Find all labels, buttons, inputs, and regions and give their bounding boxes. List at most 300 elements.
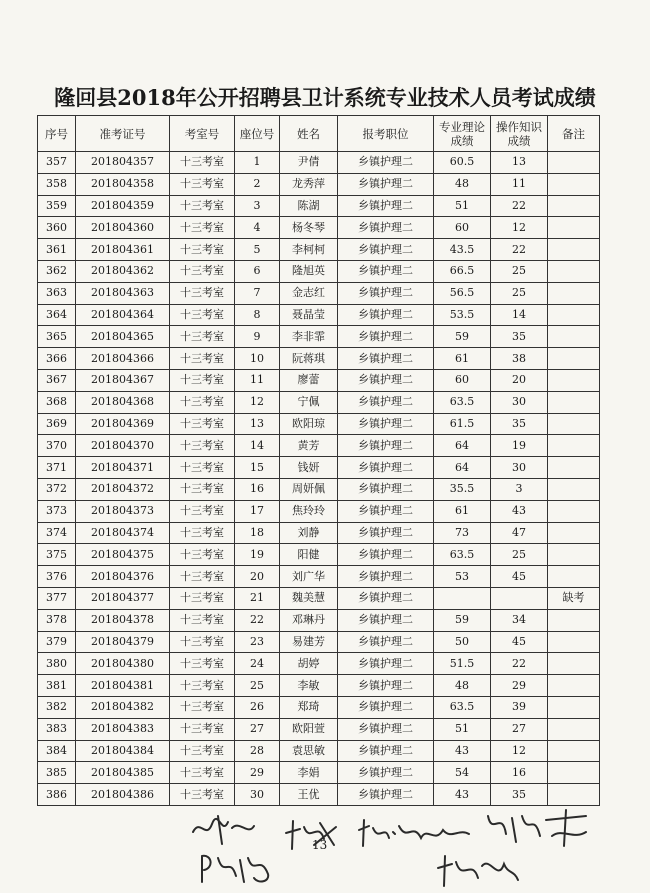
name-cell: 阮蒋琪: [280, 348, 338, 370]
practice-score-cell: 22: [491, 195, 548, 217]
exam-id-cell: 201804363: [76, 282, 170, 304]
exam-id-cell: 201804377: [76, 587, 170, 609]
seat-cell: 4: [235, 217, 280, 239]
theory-score-cell: 63.5: [434, 544, 491, 566]
seq-cell: 370: [38, 435, 76, 457]
note-cell: [548, 348, 600, 370]
table-body: [38, 152, 600, 806]
practice-score-cell: 47: [491, 522, 548, 544]
name-cell: 尹倩: [280, 152, 338, 174]
exam-id-cell: 201804360: [76, 217, 170, 239]
seat-cell: 23: [235, 631, 280, 653]
table-row: [38, 675, 600, 697]
exam-id-cell: 201804366: [76, 348, 170, 370]
seq-cell: 381: [38, 675, 76, 697]
seq-cell: 385: [38, 762, 76, 784]
table-row: [38, 566, 600, 588]
table-row: [38, 304, 600, 326]
table-row: [38, 631, 600, 653]
exam-id-cell: 201804361: [76, 239, 170, 261]
seat-cell: 30: [235, 784, 280, 806]
seat-cell: 18: [235, 522, 280, 544]
position-cell: 乡镇护理二: [338, 326, 434, 348]
position-cell: 乡镇护理二: [338, 217, 434, 239]
exam-id-cell: 201804382: [76, 696, 170, 718]
room-cell: 十三考室: [170, 282, 235, 304]
seq-cell: 380: [38, 653, 76, 675]
seq-cell: 362: [38, 260, 76, 282]
position-cell: 乡镇护理二: [338, 609, 434, 631]
theory-score-cell: 50: [434, 631, 491, 653]
table-row: [38, 260, 600, 282]
column-header: 准考证号: [76, 116, 170, 152]
table-row: [38, 784, 600, 806]
exam-id-cell: 201804380: [76, 653, 170, 675]
position-cell: 乡镇护理二: [338, 587, 434, 609]
practice-score-cell: [491, 587, 548, 609]
theory-score-cell: 51: [434, 718, 491, 740]
exam-id-cell: 201804371: [76, 457, 170, 479]
seat-cell: 6: [235, 260, 280, 282]
room-cell: 十三考室: [170, 195, 235, 217]
note-cell: [548, 522, 600, 544]
page-number: 13: [312, 838, 328, 852]
table-row: [38, 282, 600, 304]
seat-cell: 3: [235, 195, 280, 217]
note-cell: [548, 217, 600, 239]
table-row: [38, 348, 600, 370]
exam-id-cell: 201804365: [76, 326, 170, 348]
exam-id-cell: 201804386: [76, 784, 170, 806]
theory-score-cell: 59: [434, 326, 491, 348]
note-cell: [548, 653, 600, 675]
practice-score-cell: 12: [491, 740, 548, 762]
exam-id-cell: 201804359: [76, 195, 170, 217]
exam-id-cell: 201804369: [76, 413, 170, 435]
theory-score-cell: 60: [434, 217, 491, 239]
name-cell: 李非霏: [280, 326, 338, 348]
seat-cell: 26: [235, 696, 280, 718]
exam-id-cell: 201804370: [76, 435, 170, 457]
name-cell: 聂晶莹: [280, 304, 338, 326]
room-cell: 十三考室: [170, 675, 235, 697]
seat-cell: 14: [235, 435, 280, 457]
room-cell: 十三考室: [170, 631, 235, 653]
seat-cell: 28: [235, 740, 280, 762]
name-cell: 王优: [280, 784, 338, 806]
seq-cell: 378: [38, 609, 76, 631]
position-cell: 乡镇护理二: [338, 435, 434, 457]
room-cell: 十三考室: [170, 348, 235, 370]
seat-cell: 29: [235, 762, 280, 784]
exam-id-cell: 201804385: [76, 762, 170, 784]
theory-score-cell: [434, 587, 491, 609]
theory-score-cell: 48: [434, 675, 491, 697]
seat-cell: 9: [235, 326, 280, 348]
position-cell: 乡镇护理二: [338, 152, 434, 174]
name-cell: 金志红: [280, 282, 338, 304]
column-header: 报考职位: [338, 116, 434, 152]
name-cell: 钱妍: [280, 457, 338, 479]
name-cell: 刘广华: [280, 566, 338, 588]
practice-score-cell: 16: [491, 762, 548, 784]
note-cell: [548, 413, 600, 435]
theory-score-cell: 61.5: [434, 413, 491, 435]
note-cell: [548, 696, 600, 718]
name-cell: 隆旭英: [280, 260, 338, 282]
theory-score-cell: 53.5: [434, 304, 491, 326]
position-cell: 乡镇护理二: [338, 369, 434, 391]
seat-cell: 11: [235, 369, 280, 391]
exam-id-cell: 201804384: [76, 740, 170, 762]
room-cell: 十三考室: [170, 173, 235, 195]
seq-cell: 384: [38, 740, 76, 762]
practice-score-cell: 38: [491, 348, 548, 370]
position-cell: 乡镇护理二: [338, 675, 434, 697]
practice-score-cell: 35: [491, 413, 548, 435]
exam-id-cell: 201804381: [76, 675, 170, 697]
note-cell: [548, 631, 600, 653]
name-cell: 廖蕾: [280, 369, 338, 391]
position-cell: 乡镇护理二: [338, 173, 434, 195]
room-cell: 十三考室: [170, 435, 235, 457]
exam-id-cell: 201804372: [76, 478, 170, 500]
name-cell: 易建芳: [280, 631, 338, 653]
seq-cell: 373: [38, 500, 76, 522]
theory-score-cell: 64: [434, 457, 491, 479]
room-cell: 十三考室: [170, 500, 235, 522]
practice-score-cell: 3: [491, 478, 548, 500]
room-cell: 十三考室: [170, 784, 235, 806]
table-row: [38, 217, 600, 239]
theory-score-cell: 60.5: [434, 152, 491, 174]
theory-score-cell: 48: [434, 173, 491, 195]
position-cell: 乡镇护理二: [338, 631, 434, 653]
position-cell: 乡镇护理二: [338, 348, 434, 370]
exam-id-cell: 201804383: [76, 718, 170, 740]
room-cell: 十三考室: [170, 609, 235, 631]
seat-cell: 27: [235, 718, 280, 740]
table-row: [38, 239, 600, 261]
theory-score-cell: 61: [434, 348, 491, 370]
seq-cell: 364: [38, 304, 76, 326]
position-cell: 乡镇护理二: [338, 304, 434, 326]
position-cell: 乡镇护理二: [338, 478, 434, 500]
practice-score-cell: 25: [491, 282, 548, 304]
table-row: [38, 500, 600, 522]
practice-score-cell: 11: [491, 173, 548, 195]
room-cell: 十三考室: [170, 260, 235, 282]
practice-score-cell: 43: [491, 500, 548, 522]
note-cell: [548, 500, 600, 522]
room-cell: 十三考室: [170, 587, 235, 609]
signature-3: [355, 816, 475, 856]
note-cell: [548, 391, 600, 413]
column-header: 操作知识成绩: [491, 116, 548, 152]
practice-score-cell: 30: [491, 391, 548, 413]
name-cell: 李娟: [280, 762, 338, 784]
practice-score-cell: 22: [491, 653, 548, 675]
seq-cell: 357: [38, 152, 76, 174]
name-cell: 焦玲玲: [280, 500, 338, 522]
table-row: [38, 587, 600, 609]
position-cell: 乡镇护理二: [338, 239, 434, 261]
theory-score-cell: 56.5: [434, 282, 491, 304]
note-cell: [548, 675, 600, 697]
note-cell: [548, 478, 600, 500]
practice-score-cell: 39: [491, 696, 548, 718]
practice-score-cell: 25: [491, 544, 548, 566]
table-row: [38, 609, 600, 631]
name-cell: 黄芳: [280, 435, 338, 457]
name-cell: 魏美慧: [280, 587, 338, 609]
exam-id-cell: 201804358: [76, 173, 170, 195]
column-header: 考室号: [170, 116, 235, 152]
note-cell: [548, 304, 600, 326]
practice-score-cell: 35: [491, 326, 548, 348]
seq-cell: 379: [38, 631, 76, 653]
position-cell: 乡镇护理二: [338, 566, 434, 588]
table-row: [38, 478, 600, 500]
seat-cell: 8: [235, 304, 280, 326]
position-cell: 乡镇护理二: [338, 500, 434, 522]
signature-2: [280, 815, 340, 855]
column-header: 备注: [548, 116, 600, 152]
seq-cell: 369: [38, 413, 76, 435]
exam-id-cell: 201804367: [76, 369, 170, 391]
theory-score-cell: 66.5: [434, 260, 491, 282]
exam-id-cell: 201804378: [76, 609, 170, 631]
room-cell: 十三考室: [170, 544, 235, 566]
theory-score-cell: 53: [434, 566, 491, 588]
seq-cell: 372: [38, 478, 76, 500]
note-cell: [548, 609, 600, 631]
seq-cell: 376: [38, 566, 76, 588]
table-row: [38, 413, 600, 435]
table-row: [38, 435, 600, 457]
note-cell: [548, 544, 600, 566]
table-row: [38, 457, 600, 479]
name-cell: 袁思敏: [280, 740, 338, 762]
name-cell: 阳健: [280, 544, 338, 566]
table-row: [38, 653, 600, 675]
note-cell: [548, 369, 600, 391]
position-cell: 乡镇护理二: [338, 522, 434, 544]
name-cell: 龙秀萍: [280, 173, 338, 195]
table-row: [38, 152, 600, 174]
room-cell: 十三考室: [170, 326, 235, 348]
position-cell: 乡镇护理二: [338, 260, 434, 282]
practice-score-cell: 35: [491, 784, 548, 806]
seq-cell: 374: [38, 522, 76, 544]
column-header: 专业理论成绩: [434, 116, 491, 152]
seat-cell: 13: [235, 413, 280, 435]
practice-score-cell: 22: [491, 239, 548, 261]
position-cell: 乡镇护理二: [338, 391, 434, 413]
room-cell: 十三考室: [170, 653, 235, 675]
note-cell: [548, 740, 600, 762]
theory-score-cell: 54: [434, 762, 491, 784]
room-cell: 十三考室: [170, 152, 235, 174]
column-header: 姓名: [280, 116, 338, 152]
theory-score-cell: 35.5: [434, 478, 491, 500]
position-cell: 乡镇护理二: [338, 544, 434, 566]
practice-score-cell: 13: [491, 152, 548, 174]
name-cell: 陈湖: [280, 195, 338, 217]
table-row: [38, 173, 600, 195]
note-cell: [548, 326, 600, 348]
signature-1: [188, 810, 258, 850]
exam-id-cell: 201804379: [76, 631, 170, 653]
note-cell: [548, 435, 600, 457]
table-row: [38, 718, 600, 740]
table-header-row: [38, 116, 600, 152]
name-cell: 杨冬琴: [280, 217, 338, 239]
theory-score-cell: 63.5: [434, 391, 491, 413]
note-cell: [548, 152, 600, 174]
seat-cell: 25: [235, 675, 280, 697]
name-cell: 欧阳琼: [280, 413, 338, 435]
note-cell: [548, 457, 600, 479]
name-cell: 周妍佩: [280, 478, 338, 500]
name-cell: 胡婷: [280, 653, 338, 675]
seat-cell: 19: [235, 544, 280, 566]
name-cell: 邓琳丹: [280, 609, 338, 631]
practice-score-cell: 45: [491, 631, 548, 653]
seat-cell: 1: [235, 152, 280, 174]
table-row: [38, 195, 600, 217]
position-cell: 乡镇护理二: [338, 195, 434, 217]
seat-cell: 21: [235, 587, 280, 609]
note-cell: [548, 282, 600, 304]
theory-score-cell: 51: [434, 195, 491, 217]
position-cell: 乡镇护理二: [338, 718, 434, 740]
signature-6: [432, 852, 522, 890]
practice-score-cell: 14: [491, 304, 548, 326]
position-cell: 乡镇护理二: [338, 740, 434, 762]
practice-score-cell: 27: [491, 718, 548, 740]
position-cell: 乡镇护理二: [338, 653, 434, 675]
seat-cell: 16: [235, 478, 280, 500]
seat-cell: 22: [235, 609, 280, 631]
position-cell: 乡镇护理二: [338, 282, 434, 304]
room-cell: 十三考室: [170, 457, 235, 479]
practice-score-cell: 34: [491, 609, 548, 631]
name-cell: 刘静: [280, 522, 338, 544]
name-cell: 宁佩: [280, 391, 338, 413]
column-header: 序号: [38, 116, 76, 152]
signature-5: [196, 848, 276, 888]
signature-4: [482, 806, 592, 851]
table-row: [38, 740, 600, 762]
exam-id-cell: 201804368: [76, 391, 170, 413]
note-cell: [548, 718, 600, 740]
theory-score-cell: 51.5: [434, 653, 491, 675]
theory-score-cell: 61: [434, 500, 491, 522]
theory-score-cell: 64: [434, 435, 491, 457]
exam-id-cell: 201804362: [76, 260, 170, 282]
room-cell: 十三考室: [170, 304, 235, 326]
theory-score-cell: 43: [434, 784, 491, 806]
seat-cell: 7: [235, 282, 280, 304]
practice-score-cell: 45: [491, 566, 548, 588]
theory-score-cell: 73: [434, 522, 491, 544]
room-cell: 十三考室: [170, 217, 235, 239]
room-cell: 十三考室: [170, 239, 235, 261]
seq-cell: 363: [38, 282, 76, 304]
seat-cell: 10: [235, 348, 280, 370]
practice-score-cell: 30: [491, 457, 548, 479]
score-table: [37, 115, 600, 806]
name-cell: 李敏: [280, 675, 338, 697]
seq-cell: 358: [38, 173, 76, 195]
note-cell: [548, 784, 600, 806]
seq-cell: 361: [38, 239, 76, 261]
exam-id-cell: 201804364: [76, 304, 170, 326]
practice-score-cell: 29: [491, 675, 548, 697]
room-cell: 十三考室: [170, 566, 235, 588]
theory-score-cell: 43: [434, 740, 491, 762]
exam-id-cell: 201804373: [76, 500, 170, 522]
room-cell: 十三考室: [170, 369, 235, 391]
table-row: [38, 696, 600, 718]
seq-cell: 377: [38, 587, 76, 609]
seq-cell: 359: [38, 195, 76, 217]
seq-cell: 382: [38, 696, 76, 718]
seat-cell: 2: [235, 173, 280, 195]
position-cell: 乡镇护理二: [338, 696, 434, 718]
note-cell: [548, 173, 600, 195]
room-cell: 十三考室: [170, 718, 235, 740]
room-cell: 十三考室: [170, 413, 235, 435]
seq-cell: 368: [38, 391, 76, 413]
room-cell: 十三考室: [170, 391, 235, 413]
table-row: [38, 391, 600, 413]
column-header: 座位号: [235, 116, 280, 152]
note-cell: [548, 260, 600, 282]
practice-score-cell: 20: [491, 369, 548, 391]
name-cell: 郑琦: [280, 696, 338, 718]
table-row: [38, 762, 600, 784]
seat-cell: 20: [235, 566, 280, 588]
practice-score-cell: 19: [491, 435, 548, 457]
seq-cell: 371: [38, 457, 76, 479]
note-cell: [548, 195, 600, 217]
position-cell: 乡镇护理二: [338, 762, 434, 784]
room-cell: 十三考室: [170, 478, 235, 500]
note-cell: 缺考: [548, 587, 600, 609]
page-title: 隆回县2018年公开招聘县卫计系统专业技术人员考试成绩: [54, 85, 596, 110]
seq-cell: 360: [38, 217, 76, 239]
note-cell: [548, 762, 600, 784]
room-cell: 十三考室: [170, 522, 235, 544]
name-cell: 李柯柯: [280, 239, 338, 261]
exam-id-cell: 201804357: [76, 152, 170, 174]
position-cell: 乡镇护理二: [338, 457, 434, 479]
seq-cell: 365: [38, 326, 76, 348]
room-cell: 十三考室: [170, 696, 235, 718]
seq-cell: 366: [38, 348, 76, 370]
seat-cell: 5: [235, 239, 280, 261]
position-cell: 乡镇护理二: [338, 413, 434, 435]
theory-score-cell: 63.5: [434, 696, 491, 718]
note-cell: [548, 566, 600, 588]
practice-score-cell: 25: [491, 260, 548, 282]
table-row: [38, 522, 600, 544]
room-cell: 十三考室: [170, 740, 235, 762]
theory-score-cell: 43.5: [434, 239, 491, 261]
seat-cell: 15: [235, 457, 280, 479]
